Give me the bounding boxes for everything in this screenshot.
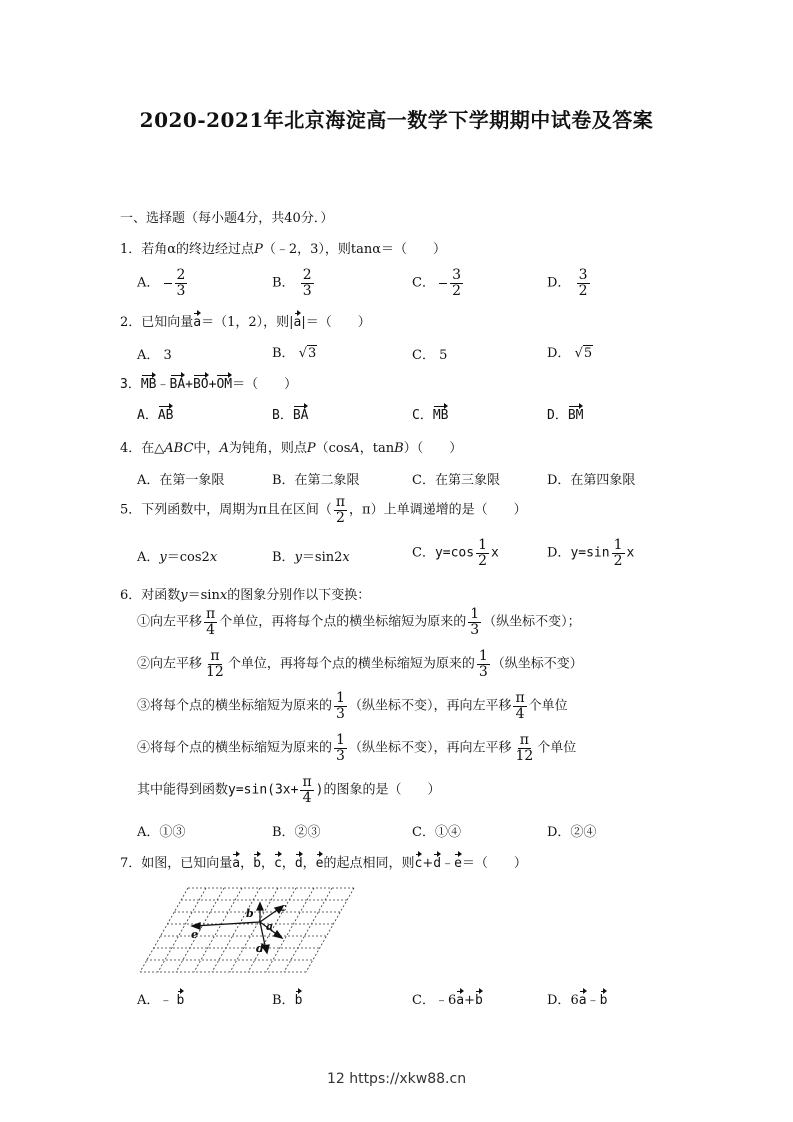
q2-stem-a: 2．已知向量 [120, 315, 194, 330]
label-d: d [256, 942, 264, 955]
q4-option-a[interactable]: A．在第一象限 [137, 473, 225, 488]
q5-option-d[interactable]: D．y=sin $\frac{1}{2}$ x [547, 537, 635, 569]
q7-option-b[interactable]: B．b [272, 989, 302, 1008]
q6-option-b[interactable]: B．②③ [272, 825, 321, 840]
q1-stem-b: （﹣2，3），则tanα＝（ ） [262, 242, 446, 257]
question-2 [120, 311, 371, 330]
question-1 [120, 238, 446, 257]
sqrt: √ 3 [298, 346, 317, 361]
question-5: 5．下列函数中，周期为π且在区间（ $\frac{\pi}{2}$ ，π）上单调递增的是（ ） [120, 494, 527, 526]
fraction: $\frac{2}{3}$ [302, 267, 312, 299]
fraction: $\frac{3}{2}$ [452, 267, 462, 299]
fraction: $\frac{\pi}{2}$ [335, 494, 346, 526]
vector-grid-figure [138, 884, 358, 978]
fraction: $\frac{2}{3}$ [176, 267, 186, 299]
q5-option-b[interactable]: B．y＝sin2x [272, 550, 350, 565]
q1-option-c[interactable] [412, 268, 465, 298]
fraction: $\frac{3}{2}$ [578, 267, 588, 299]
minus-sign [164, 283, 172, 284]
section-heading: 一、选择题（每小题4分，共40分．） [120, 211, 334, 226]
q2-option-d[interactable]: D． √ 5 [547, 346, 593, 361]
q6-option-d[interactable]: D．②④ [547, 825, 597, 840]
vector-OM: OM [216, 373, 232, 391]
arrowhead [257, 903, 263, 910]
option-label: C． [412, 275, 435, 291]
label-e: e [191, 928, 198, 941]
q3-option-c[interactable]: C．MB [412, 404, 448, 423]
q6-option-a[interactable]: A．①③ [137, 825, 186, 840]
q1-option-b[interactable] [272, 268, 316, 298]
grid-lines [140, 888, 354, 972]
q6-transform-4: ④将每个点的横坐标缩短为原来的 $\frac{1}{3}$ （纵坐标不变），再向左平移 $\frac{\pi}{12}$ 个单位 [137, 732, 577, 764]
q2-option-c[interactable]: C． 5 [412, 348, 448, 363]
option-label: D． [547, 275, 571, 291]
q3-option-a[interactable]: A．AB [137, 404, 173, 423]
q3-option-d[interactable]: D．BM [547, 404, 583, 423]
vector-BA: BA [170, 373, 186, 391]
q1-option-a[interactable] [137, 268, 189, 298]
q3-option-b[interactable]: B．BA [272, 404, 308, 423]
q6-transform-1: ①向左平移 $\frac{\pi}{4}$ 个单位，再将每个点的横坐标缩短为原来的 $\frac{1}{3}$ （纵坐标不变）； [137, 606, 581, 638]
q5-option-c[interactable]: C．y=cos $\frac{1}{2}$ x [412, 537, 499, 569]
option-label: A． [137, 275, 160, 291]
q1-point: P [254, 242, 263, 257]
vector-a: a [294, 311, 302, 329]
label-a: a [266, 920, 274, 933]
question-6: 6．对函数y＝sinx的图象分别作以下变换： [120, 588, 371, 603]
q2-option-a[interactable]: A． 3 [137, 348, 172, 363]
vector-BO: BO [193, 373, 209, 391]
sqrt: √ 5 [574, 346, 593, 361]
q2-stem-b: ＝（1，2），则| [201, 315, 294, 330]
q1-option-d[interactable] [547, 268, 592, 298]
q2-stem-c: |＝（ ） [301, 315, 371, 330]
option-label: B． [272, 275, 295, 291]
q2-option-b[interactable]: B． √ 3 [272, 346, 317, 361]
page-title: 2020-2021年北京海淀高一数学下学期期中试卷及答案 [139, 108, 654, 132]
question-7: 7．如图，已知向量a，b，c，d，e的起点相同，则c+d﹣e＝（ ） [120, 852, 527, 871]
q1-stem-a: 1．若角α的终边经过点 [120, 242, 255, 257]
arrowhead [274, 931, 282, 938]
q4-option-c[interactable]: C．在第三象限 [412, 473, 500, 488]
q4-option-d[interactable]: D．在第四象限 [547, 473, 636, 488]
q6-transform-3: ③将每个点的横坐标缩短为原来的 $\frac{1}{3}$ （纵坐标不变），再向左平移 $\frac{\pi}{4}$ 个单位 [137, 690, 568, 722]
q6-transform-2: ②向左平移 $\frac{\pi}{12}$ 个单位，再将每个点的横坐标缩短为原来的 $\frac{1}{3}$ （纵坐标不变） [137, 648, 583, 680]
minus-sign [439, 283, 447, 284]
q5-option-a[interactable]: A．y＝cos2x [137, 550, 218, 565]
label-b: b [246, 907, 254, 920]
page-footer: 12 https://xkw88.cn [326, 1071, 467, 1087]
q7-option-c[interactable]: C．﹣6a+b [412, 989, 483, 1008]
vector-MB: MB [141, 373, 157, 391]
q7-option-d[interactable]: D．6a﹣b [547, 989, 607, 1008]
q4-option-b[interactable]: B．在第二象限 [272, 473, 360, 488]
question-4: 4．在△ABC中，A为钝角，则点P（cosA，tanB）（ ） [120, 441, 463, 456]
vector-a: a [193, 311, 201, 329]
question-3: 3．MB﹣BA+BO+OM＝（ ） [120, 373, 297, 392]
label-c: c [280, 901, 287, 914]
q7-option-a[interactable]: A．﹣ b [137, 989, 184, 1008]
q6-question: 其中能得到函数y=sin(3x+ $\frac{\pi}{4}$ )的图象的是（ ） [137, 774, 441, 806]
q6-option-c[interactable]: C．①④ [412, 825, 461, 840]
